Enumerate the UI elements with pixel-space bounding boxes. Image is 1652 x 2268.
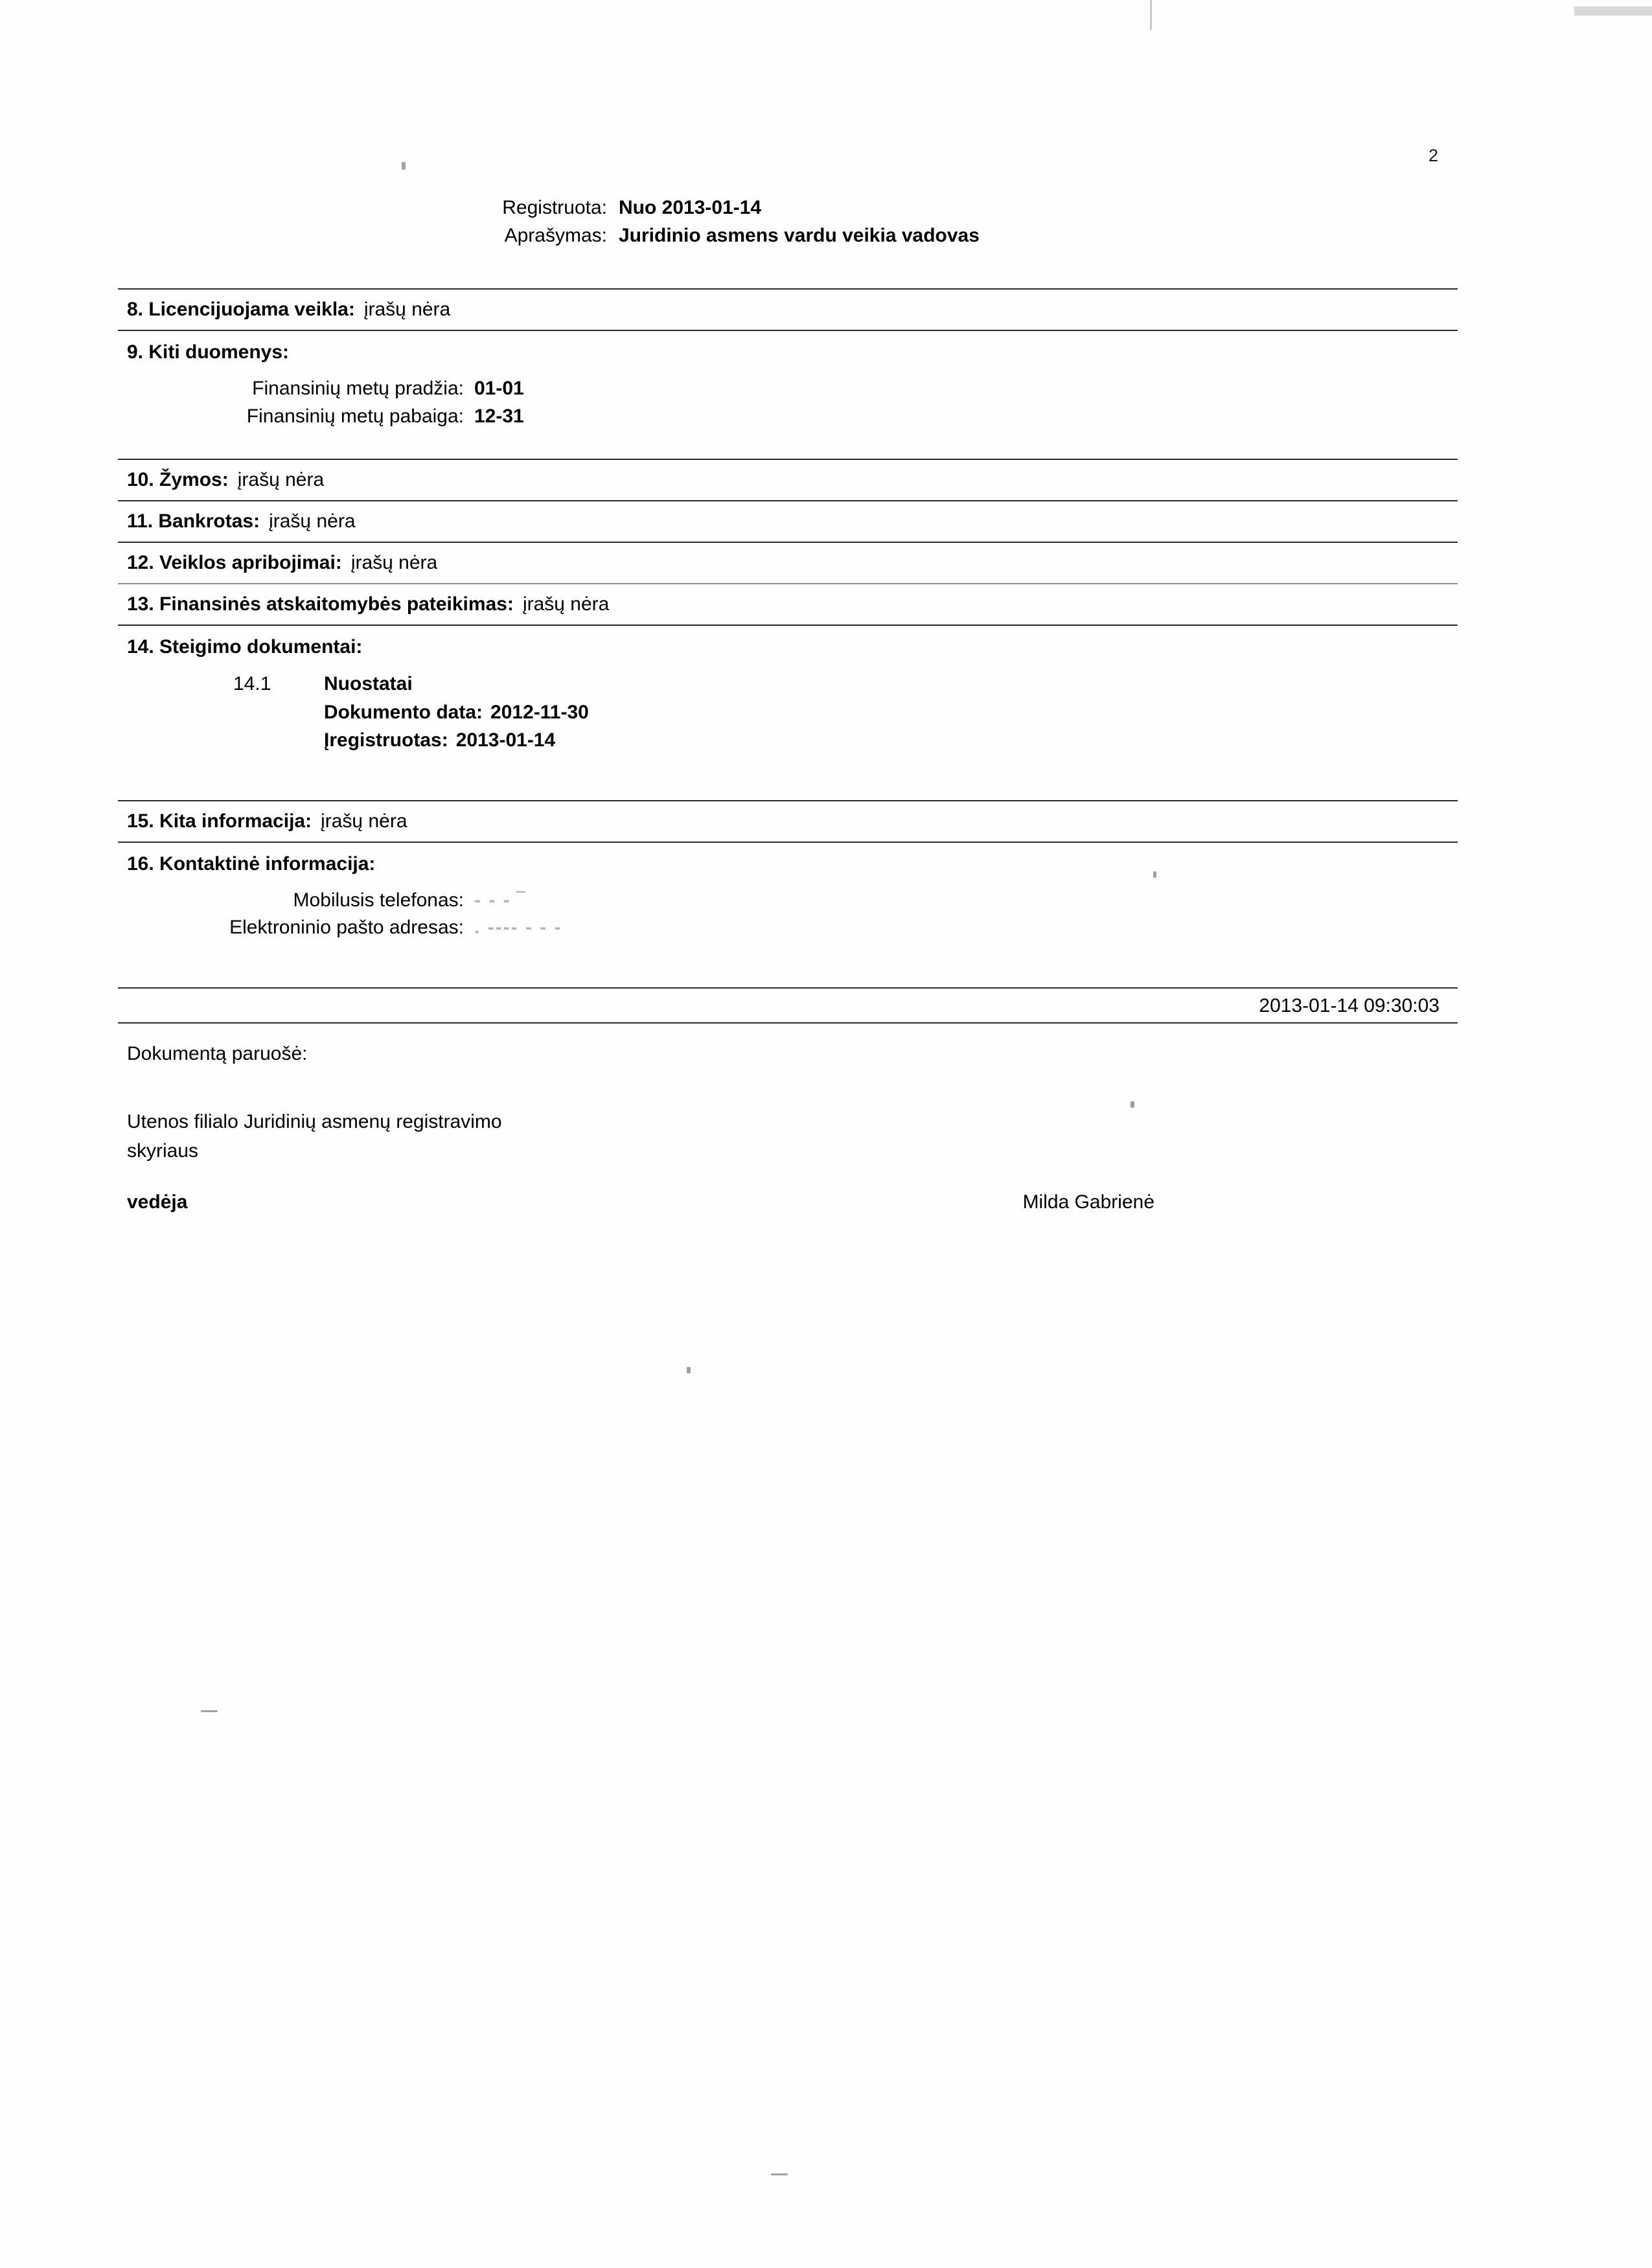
other-data-row — [127, 375, 1459, 403]
founding-document-number: 14.1 — [233, 673, 271, 695]
scan-speck — [201, 1710, 218, 1712]
founding-document-details — [324, 670, 589, 755]
section-financial-accountability — [118, 584, 1459, 624]
contact-row-mobile — [127, 887, 1459, 915]
section-other-information-value: įrašų nėra — [321, 810, 407, 832]
other-data-row — [127, 403, 1459, 431]
section-licensed-activity — [118, 290, 1459, 330]
signature-row — [127, 1187, 1459, 1217]
scan-artifact-line — [1150, 0, 1152, 30]
founding-document-item — [127, 670, 1459, 755]
section-other-data — [118, 331, 1459, 459]
section-bankruptcy-title: 11. Bankrotas: — [127, 510, 260, 533]
section-financial-accountability-title: 13. Finansinės atskaitomybės pateikimas: — [127, 593, 514, 615]
fiscal-year-start-value: 01-01 — [474, 378, 524, 400]
email-value: . ‑‑‑‑ ‑ ‑ ‑ — [474, 917, 562, 939]
section-activity-restrictions — [118, 543, 1459, 583]
founding-document-name: Nuostatai — [324, 673, 413, 695]
section-contact-information-title: 16. Kontaktinė informacija: — [127, 853, 376, 875]
registration-header — [448, 194, 1459, 249]
section-marks-value: įrašų nėra — [237, 469, 325, 491]
signatory-name: Milda Gabrienė — [1022, 1191, 1154, 1213]
scan-artifact-top-right — [1574, 6, 1652, 16]
section-financial-accountability-value: įrašų nėra — [522, 593, 610, 615]
document-footer — [118, 1024, 1459, 1217]
description-row — [448, 222, 1459, 250]
section-bankruptcy — [118, 501, 1459, 542]
founding-document-date-label: Dokumento data: — [324, 701, 483, 723]
scan-speck — [687, 1367, 691, 1373]
section-bankruptcy-value: įrašų nėra — [269, 510, 356, 533]
section-marks — [118, 460, 1459, 500]
page-number: 2 — [1428, 146, 1439, 165]
registered-label: Registruota: — [502, 197, 607, 218]
prepared-by-label: Dokumentą paruošė: — [127, 1043, 308, 1065]
founding-document-registered-label: Įregistruotas: — [324, 729, 448, 751]
scan-speck — [402, 162, 406, 170]
document-body — [118, 194, 1459, 1217]
section-other-information-title: 15. Kita informacija: — [127, 810, 312, 832]
department-line-2: skyriaus — [127, 1140, 199, 1162]
email-label: Elektroninio pašto adresas: — [229, 917, 464, 939]
section-contact-information — [118, 843, 1459, 987]
registration-row — [448, 194, 1459, 222]
founding-document-registered-value: 2013-01-14 — [455, 729, 556, 751]
founding-document-date-row — [324, 698, 589, 727]
section-licensed-activity-value: įrašų nėra — [363, 299, 451, 321]
mobile-phone-value: ‐ ‑ ‐ ‾ — [474, 889, 525, 911]
founding-document-registered-row — [324, 726, 589, 755]
fiscal-year-start-label: Finansinių metų pradžia: — [252, 378, 464, 400]
founding-document-date-value: 2012-11-30 — [490, 701, 589, 723]
fiscal-year-end-label: Finansinių metų pabaiga: — [246, 405, 464, 427]
section-licensed-activity-title: 8. Licencijuojama veikla: — [127, 299, 355, 321]
section-other-data-title: 9. Kiti duomenys: — [127, 341, 290, 363]
section-other-information — [118, 801, 1459, 842]
section-marks-title: 10. Žymos: — [127, 469, 229, 491]
mobile-phone-label: Mobilusis telefonas: — [293, 889, 464, 911]
description-label: Aprašymas: — [504, 224, 607, 246]
signatory-position: vedėja — [127, 1191, 188, 1213]
document-timestamp: 2013-01-14 09:30:03 — [1259, 995, 1440, 1017]
description-value: Juridinio asmens vardu veikia vadovas — [619, 224, 980, 246]
registered-value: Nuo 2013-01-14 — [619, 197, 762, 218]
contact-row-email — [127, 914, 1459, 942]
scan-speck — [771, 2173, 788, 2175]
section-founding-documents-title: 14. Steigimo dokumentai: — [127, 636, 363, 658]
section-activity-restrictions-value: įrašų nėra — [350, 552, 438, 574]
section-activity-restrictions-title: 12. Veiklos apribojimai: — [127, 552, 342, 574]
section-founding-documents — [118, 626, 1459, 800]
department-line-1: Utenos filialo Juridinių asmenų registravimo — [127, 1111, 502, 1133]
fiscal-year-end-value: 12-31 — [474, 405, 524, 427]
